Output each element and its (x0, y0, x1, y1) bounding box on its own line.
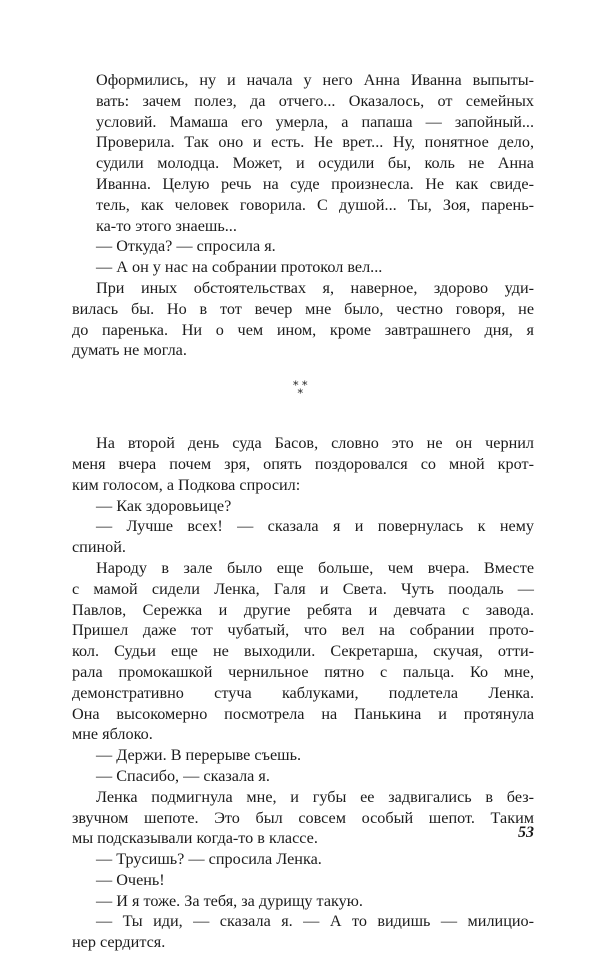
text-line: Она высокомерно посмотрела на Панькина и протянула (72, 704, 534, 723)
svg-text:*: * (297, 387, 303, 400)
text-line: Иванна. Целую речь на суде произнесла. Не как свиде- (96, 174, 534, 193)
text-line: условий. Мамаша его умерла, а папаша — запойный... (96, 112, 534, 131)
text-line: ким голосом, а Подкова спросил: (72, 475, 301, 494)
text-line: думать не могла. (72, 341, 187, 360)
text-line: Пришел даже тот чубатый, что вел на собрании прото- (72, 621, 534, 640)
dialogue-line: — Ты иди, — сказала я. — А то видишь — милицио- (96, 912, 534, 931)
svg-text:*: * (302, 379, 308, 393)
paragraph (72, 849, 534, 870)
paragraph (72, 496, 534, 517)
text-line: При иных обстоятельствах я, наверное, здорово уди- (96, 278, 534, 297)
text-line: вилась бы. Но в тот вечер мне было, честно говоря, не (72, 299, 534, 318)
paragraph (72, 870, 534, 891)
text-line: судили молодца. Может, и осудили бы, коль не Анна (96, 154, 534, 173)
text-line: до паренька. Ни о чем ином, кроме завтрашнего дня, я (72, 320, 534, 339)
text-line: рала промокашкой чернильное пятно с пальца. Ко мне, (72, 662, 534, 681)
text-line: Народу в зале было еще больше, чем вчера. Вместе (96, 558, 534, 577)
text-line: демонстративно стуча каблуками, подлетела Ленка. (72, 683, 534, 702)
text-line: мы подсказывали когда-то в классе. (72, 829, 318, 848)
text-line: мне яблоко. (72, 725, 153, 744)
paragraph (72, 891, 534, 912)
paragraph (72, 236, 534, 257)
text-line: нер сердится. (72, 933, 166, 952)
dialogue-line: — И я тоже. За тебя, за дурищу такую. (96, 891, 363, 910)
dialogue-line: — Откуда? — спросила я. (96, 237, 276, 256)
text-line: Ленка подмигнула мне, и губы ее задвигались в без- (96, 787, 534, 806)
book-page (72, 70, 534, 953)
svg-text:*: * (293, 379, 299, 393)
section-break (72, 361, 534, 433)
paragraph (72, 787, 534, 849)
text-line: Оформились, ну и начала у него Анна Иванна выпыты- (96, 71, 534, 89)
dialogue-line: — Очень! (96, 870, 165, 889)
dialogue-line: — Держи. В перерыве съешь. (96, 746, 302, 765)
text-line: ка-то этого знаешь... (96, 216, 237, 235)
page-number: 53 (518, 824, 534, 841)
text-line: вать: зачем полез, да отчего... Оказалось, от семейных (96, 91, 534, 110)
paragraph (72, 745, 534, 766)
paragraph (72, 911, 534, 953)
text-line: На второй день суда Басов, словно это не он чернил (96, 434, 534, 453)
dialogue-line: — Трусишь? — спросила Ленка. (96, 850, 322, 869)
three-asterisks-icon (292, 379, 314, 399)
paragraph (72, 516, 534, 558)
text-line: звучном шепоте. Это был совсем особый шепот. Таким (72, 808, 534, 827)
dialogue-line: — А он у нас на собрании протокол вел... (96, 258, 383, 277)
paragraph (72, 766, 534, 787)
dialogue-line: — Спасибо, — сказала я. (96, 766, 270, 785)
paragraph (72, 433, 534, 495)
text-line: Павлов, Сережка и другие ребята и девчата с завода. (72, 600, 534, 619)
text-line: Проверила. Так оно и есть. Не врет... Ну, понятное дело, (96, 133, 534, 152)
dialogue-line: — Как здоровьице? (96, 496, 232, 515)
paragraph (72, 558, 534, 745)
paragraph (72, 278, 534, 361)
paragraph (72, 70, 534, 236)
dialogue-line: — Лучше всех! — сказала я и повернулась к нему (96, 517, 534, 536)
paragraph (72, 257, 534, 278)
text-line: с мамой сидели Ленка, Галя и Света. Чуть поодаль — (72, 579, 534, 598)
text-line: спиной. (72, 538, 126, 557)
text-line: тель, как человек говорила. С душой... Ты, Зоя, парень- (96, 195, 534, 214)
text-line: меня вчера почем зря, опять поздоровался со мной крот- (72, 454, 534, 473)
text-line: кол. Судьи еще не выходили. Секретарша, скучая, отти- (72, 642, 534, 661)
